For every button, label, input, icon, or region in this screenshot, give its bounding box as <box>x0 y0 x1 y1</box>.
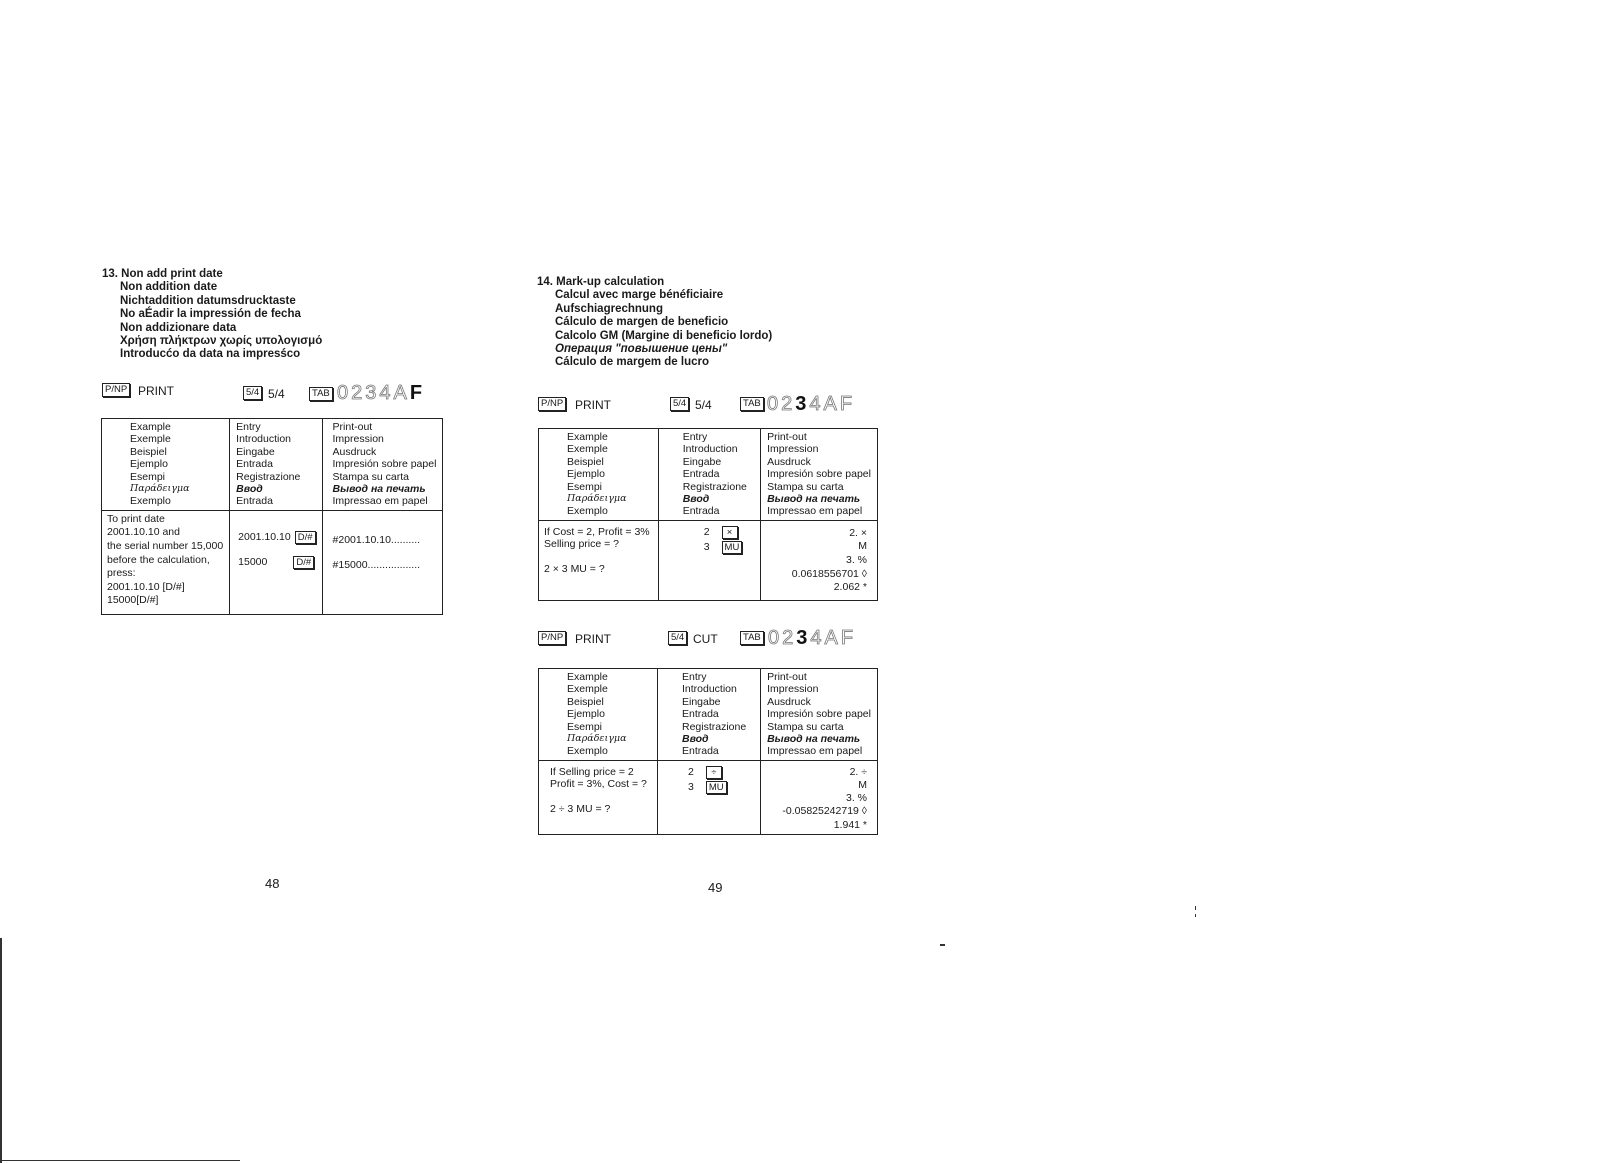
section-title-line: Non addition date <box>120 281 218 294</box>
pnp-key: P/NP <box>538 397 566 411</box>
header-printout-cell: Print-out Impression Ausdruck Impresión sobre papel Stampa su carta Вывод на печать Impressao em papel <box>761 429 878 521</box>
printout-line: 2. ÷ <box>849 765 867 778</box>
printout-line: 1.941 * <box>833 818 867 831</box>
header-example-cell: Example Exemple Beispiel Ejemplo Esempi Παράδειγμα Exemplo <box>539 669 658 761</box>
dial-digit: 2 <box>782 627 797 649</box>
section-title-line: Aufschiagrechnung <box>555 302 663 315</box>
printout-line: 0.0618556701 ◊ <box>791 567 867 580</box>
pnp-label: PRINT <box>575 632 611 646</box>
entry-value: 2001.10.10 <box>238 530 291 543</box>
dial-digit: 3 <box>365 382 380 404</box>
decimal-dial <box>768 628 856 648</box>
page-number: 48 <box>265 876 280 891</box>
scan-speck <box>1195 914 1196 917</box>
tab-key: TAB <box>309 387 333 401</box>
section-title-line: Introducćo da data na impresśco <box>120 348 301 361</box>
round-label: CUT <box>693 632 718 646</box>
header-printout-cell: Print-out Impression Ausdruck Impresión sobre papel Stampa su carta Вывод на печать Impressao em papel <box>761 669 878 761</box>
round-label: 5/4 <box>268 387 285 401</box>
entry-value: 15000 <box>238 555 268 568</box>
section-title-line: Cálculo de margem de lucro <box>555 356 710 369</box>
printout-cell <box>322 510 443 614</box>
printout-line: M <box>858 779 867 792</box>
divide-key: ÷ <box>706 766 722 779</box>
dial-digit: 0 <box>768 627 783 649</box>
example-table-14b <box>538 668 878 835</box>
dial-digit: A <box>823 393 840 415</box>
example-description-cell: To print date 2001.10.10 and the serial number 15,000 before the calculation, press: 2001.10.10 [D/#] 15000[D/#] <box>102 510 230 614</box>
round-key: 5/4 <box>670 397 689 411</box>
dial-digit: 4 <box>810 627 825 649</box>
scan-edge-line <box>0 1160 240 1161</box>
entry-value: 2 <box>703 525 710 538</box>
markup-key: MU <box>722 541 743 554</box>
dial-digit: F <box>839 393 856 415</box>
section-title-line: Χρήση πλήκτρων χωρίς υπολογισμό <box>120 335 323 348</box>
example-table-14a <box>538 428 878 601</box>
calculator-setting-row <box>538 393 883 417</box>
section-title-line: No aÉadir la impressión de fecha <box>120 308 301 321</box>
entry-value: 2 <box>687 765 694 778</box>
pnp-label: PRINT <box>575 398 611 412</box>
entry-cell <box>657 760 760 834</box>
dial-selected: F <box>409 382 426 404</box>
dial-digit: 2 <box>351 382 366 404</box>
example-table-13 <box>101 418 443 615</box>
header-entry-cell: Entry Introduction Eingabe Entrada Registrazione Ввод Entrada <box>657 669 760 761</box>
multiply-key: × <box>722 526 738 539</box>
header-printout-cell: Print-out Impression Ausdruck Impresión sobre papel Stampa su carta Вывод на печать Impressao em papel <box>322 419 443 511</box>
section-title-line: Calcul avec marge bénéficiaire <box>555 289 724 302</box>
decimal-dial <box>337 383 425 403</box>
scan-edge-line <box>0 938 2 1163</box>
dial-digit: A <box>393 382 410 404</box>
dial-digit: A <box>824 627 841 649</box>
header-example-cell: Example Exemple Beispiel Ejemplo Esempi Παράδειγμα Exemplo <box>539 429 659 521</box>
tab-key: TAB <box>740 397 764 411</box>
header-entry-cell: Entry Introduction Eingabe Entrada Registrazione Ввод Entrada <box>658 429 760 521</box>
dial-digit: F <box>840 627 857 649</box>
dial-selected: 3 <box>796 627 811 649</box>
pnp-label: PRINT <box>138 384 174 398</box>
section-title-line: Nichtaddition datumsdrucktaste <box>120 294 296 307</box>
decimal-dial <box>767 394 855 414</box>
dial-digit: 4 <box>379 382 394 404</box>
dial-digit: 2 <box>781 393 796 415</box>
dial-digit: 4 <box>809 393 824 415</box>
section-title-line: Операция "повышение цены" <box>555 343 728 356</box>
example-description-cell: If Selling price = 2 Profit = 3%, Cost = ? 2 ÷ 3 MU = ? <box>539 760 658 834</box>
pnp-key: P/NP <box>538 631 566 645</box>
date-key: D/# <box>295 531 316 544</box>
printout-line: -0.05825242719 ◊ <box>782 805 867 818</box>
printout-cell <box>761 520 878 600</box>
section-title-line: Cálculo de margen de beneficio <box>555 316 729 329</box>
dial-digit: 0 <box>767 393 782 415</box>
section-title-line: Calcolo GM (Margine di beneficio lordo) <box>555 329 773 342</box>
printout-line: #15000.................. <box>332 559 421 572</box>
round-key: 5/4 <box>243 386 262 400</box>
entry-value: 3 <box>687 780 694 793</box>
section-title-main: 13. Non add print date <box>102 268 223 280</box>
printout-line: 3. % <box>845 554 867 567</box>
calculator-setting-row <box>102 383 447 403</box>
printout-line: #2001.10.10.......... <box>332 533 421 546</box>
pnp-key: P/NP <box>102 383 130 397</box>
printout-cell <box>761 760 878 834</box>
header-example-cell: Example Exemple Beispiel Ejemplo Esempi Παράδειγμα Exemplo <box>102 419 230 511</box>
markup-key: MU <box>706 781 727 794</box>
section-14-title <box>537 276 772 370</box>
round-label: 5/4 <box>695 398 712 412</box>
date-key: D/# <box>293 556 314 569</box>
calculator-setting-row <box>538 627 883 651</box>
printout-line: 3. % <box>845 792 867 805</box>
page-number: 49 <box>708 880 723 895</box>
scan-speck <box>940 944 945 946</box>
entry-value: 3 <box>703 540 710 553</box>
example-description-cell: If Cost = 2, Profit = 3% Selling price = ? 2 × 3 MU = ? <box>539 520 659 600</box>
header-entry-cell: Entry Introduction Eingabe Entrada Registrazione Ввод Entrada <box>230 419 322 511</box>
tab-key: TAB <box>740 631 764 645</box>
dial-selected: 3 <box>795 393 810 415</box>
entry-cell <box>658 520 760 600</box>
entry-cell <box>230 510 322 614</box>
section-title-line: Non addizionare data <box>120 321 237 334</box>
section-title-main: 14. Mark-up calculation <box>537 276 665 288</box>
printout-line: 2. × <box>849 526 867 539</box>
scan-speck <box>1195 906 1196 910</box>
dial-digit: 0 <box>337 382 352 404</box>
printout-line: M <box>858 540 867 553</box>
printout-line: 2.062 * <box>833 581 867 594</box>
section-13-title <box>102 268 322 362</box>
round-key: 5/4 <box>668 631 687 645</box>
